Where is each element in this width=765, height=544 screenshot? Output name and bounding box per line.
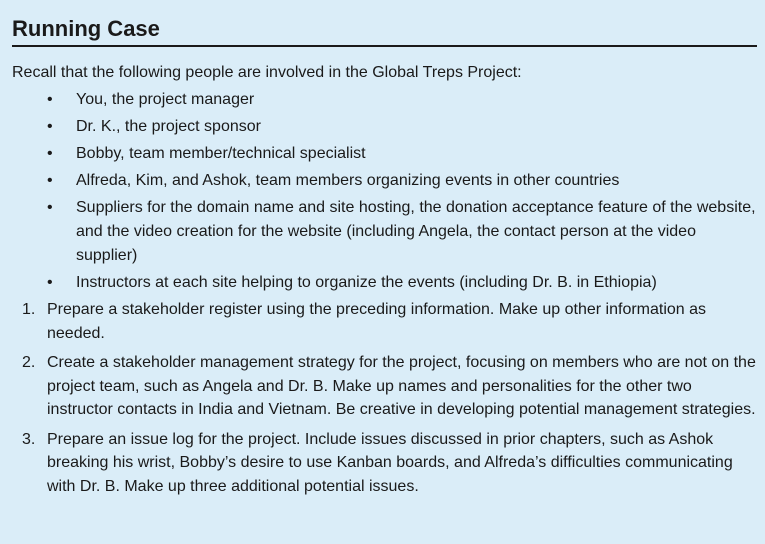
task-item xyxy=(12,298,762,345)
task-number: 3. xyxy=(22,430,36,448)
list-item xyxy=(12,88,757,112)
task-text: Prepare a stakeholder register using the preceding information. Make up other information as needed. xyxy=(47,301,707,342)
list-item-text: Alfreda, Kim, and Ashok, team members organizing events in other countries xyxy=(76,172,620,189)
task-item xyxy=(12,428,762,499)
bullet-icon: • xyxy=(47,145,53,162)
intro-text: Recall that the following people are involved in the Global Treps Project: xyxy=(12,64,522,81)
task-item xyxy=(12,351,762,422)
task-number: 1. xyxy=(22,301,36,318)
list-item-text: Dr. K., the project sponsor xyxy=(76,118,261,135)
list-item xyxy=(12,115,757,139)
list-item-text: You, the project manager xyxy=(76,91,255,108)
task-number: 2. xyxy=(22,354,36,371)
list-item xyxy=(12,271,757,295)
bullet-icon: • xyxy=(47,199,53,216)
list-item-text: Bobby, team member/technical specialist xyxy=(76,145,366,162)
list-item xyxy=(12,196,757,268)
list-item xyxy=(12,142,757,166)
list-item xyxy=(12,169,757,193)
section-heading: Running Case xyxy=(12,16,757,47)
task-list xyxy=(12,298,757,498)
bullet-icon: • xyxy=(47,172,53,189)
people-list xyxy=(12,88,757,295)
task-text: Create a stakeholder management strategy for the project, focusing on members who are not on the project team, such as Angela and Dr. B. Make up names and personalities for the other two instructor contacts in India and Vietnam. Be creative in developing potential management strategies. xyxy=(47,354,756,418)
list-item-text: Suppliers for the domain name and site hosting, the donation acceptance feature of the website, and the video creation for the website (including Angela, the contact person at the video supplier) xyxy=(76,199,756,264)
bullet-icon: • xyxy=(47,91,53,108)
task-text: Prepare an issue log for the project. Include issues discussed in prior chapters, such as Ashok breaking his wrist, Bobby’s desire to use Kanban boards, and Alfreda’s difficulties communicating with Dr. B. Make up three additional potential issues. xyxy=(47,430,733,495)
bullet-icon: • xyxy=(47,274,53,291)
bullet-icon: • xyxy=(47,118,53,135)
list-item-text: Instructors at each site helping to organize the events (including Dr. B. in Ethiopia) xyxy=(76,274,657,291)
